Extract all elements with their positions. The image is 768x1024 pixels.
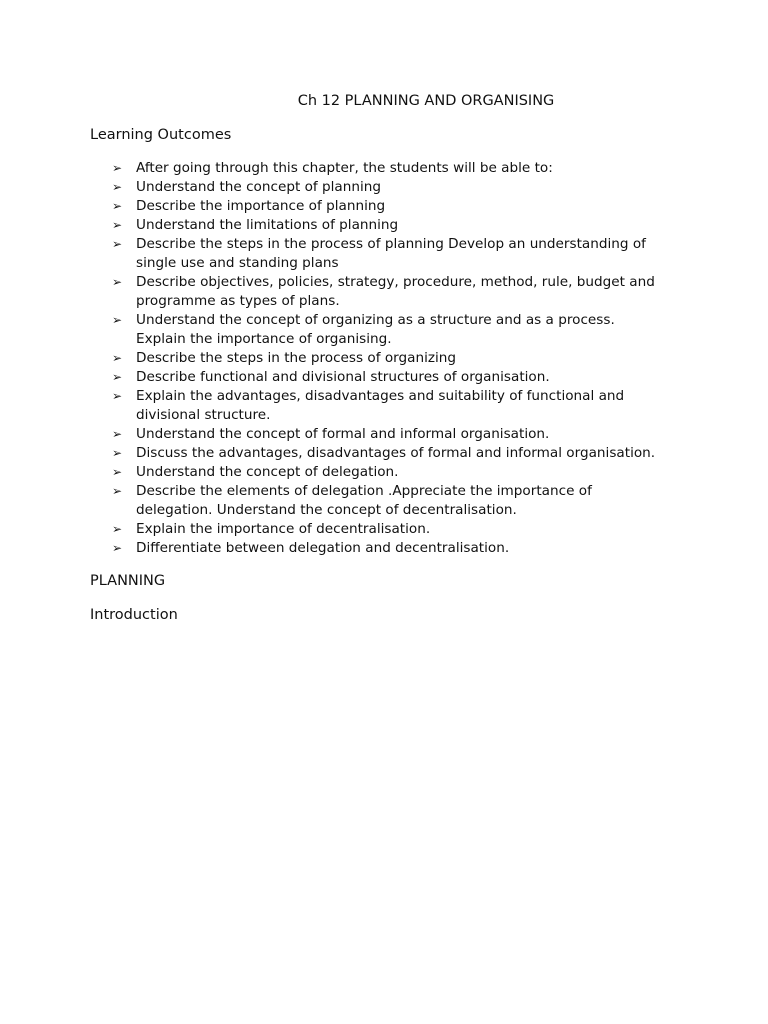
outcome-text: After going through this chapter, the students will be able to:	[136, 160, 553, 176]
outcome-text: Understand the concept of delegation.	[136, 464, 399, 480]
outcome-text: Explain the importance of organising.	[136, 331, 392, 347]
outcome-text: delegation. Understand the concept of decentralisation.	[136, 502, 517, 518]
arrow-bullet-icon: ➢	[112, 484, 123, 498]
outcome-item	[0, 216, 676, 235]
outcome-text: Differentiate between delegation and decentralisation.	[136, 540, 510, 556]
chapter-title: Ch 12 PLANNING AND ORGANISING	[297, 93, 555, 109]
arrow-bullet-icon: ➢	[112, 465, 123, 479]
outcome-text: Describe objectives, policies, strategy, procedure, method, rule, budget and	[136, 274, 655, 290]
outcome-text: Understand the concept of formal and informal organisation.	[136, 426, 550, 442]
outcome-text: Explain the importance of decentralisation.	[136, 521, 431, 537]
outcome-text: Understand the concept of organizing as a structure and as a process.	[136, 312, 615, 328]
outcome-item	[0, 368, 676, 387]
outcome-item	[0, 387, 676, 425]
arrow-bullet-icon: ➢	[112, 389, 123, 403]
outcome-item	[0, 349, 676, 368]
outcome-item	[0, 463, 676, 482]
arrow-bullet-icon: ➢	[112, 218, 123, 232]
outcome-text: Describe the steps in the process of organizing	[136, 350, 457, 366]
arrow-bullet-icon: ➢	[112, 522, 123, 536]
learning-outcomes-list	[0, 159, 768, 558]
arrow-bullet-icon: ➢	[112, 370, 123, 384]
outcome-text: programme as types of plans.	[136, 293, 340, 309]
outcome-item	[0, 444, 676, 463]
outcome-item	[0, 482, 676, 520]
outcome-text: Describe the elements of delegation .Appreciate the importance of	[136, 483, 592, 499]
arrow-bullet-icon: ➢	[112, 237, 123, 251]
outcome-item	[0, 539, 676, 558]
outcome-text: divisional structure.	[136, 407, 271, 423]
outcome-text: Discuss the advantages, disadvantages of formal and informal organisation.	[136, 445, 656, 461]
outcome-text: Describe functional and divisional structures of organisation.	[136, 369, 550, 385]
outcome-text: single use and standing plans	[136, 255, 339, 271]
arrow-bullet-icon: ➢	[112, 427, 123, 441]
outcome-item	[0, 520, 676, 539]
outcome-item	[0, 311, 676, 349]
outcome-text: Explain the advantages, disadvantages and suitability of functional and	[136, 388, 625, 404]
arrow-bullet-icon: ➢	[112, 199, 123, 213]
outcome-item	[0, 235, 676, 273]
arrow-bullet-icon: ➢	[112, 446, 123, 460]
outcome-text: Describe the importance of planning	[136, 198, 386, 214]
outcome-text: Understand the concept of planning	[136, 179, 382, 195]
outcome-item	[0, 425, 676, 444]
arrow-bullet-icon: ➢	[112, 180, 123, 194]
planning-heading: PLANNING	[90, 573, 166, 589]
outcome-item	[0, 273, 676, 311]
arrow-bullet-icon: ➢	[112, 275, 123, 289]
outcome-text: Understand the limitations of planning	[136, 217, 399, 233]
outcome-item	[0, 159, 676, 178]
arrow-bullet-icon: ➢	[112, 313, 123, 327]
introduction-heading: Introduction	[90, 607, 178, 623]
arrow-bullet-icon: ➢	[112, 541, 123, 555]
outcome-item	[0, 178, 676, 197]
outcome-text: Describe the steps in the process of planning Develop an understanding of	[136, 236, 646, 252]
outcome-item	[0, 197, 676, 216]
arrow-bullet-icon: ➢	[112, 351, 123, 365]
learning-outcomes-heading: Learning Outcomes	[90, 127, 232, 143]
arrow-bullet-icon: ➢	[112, 161, 123, 175]
